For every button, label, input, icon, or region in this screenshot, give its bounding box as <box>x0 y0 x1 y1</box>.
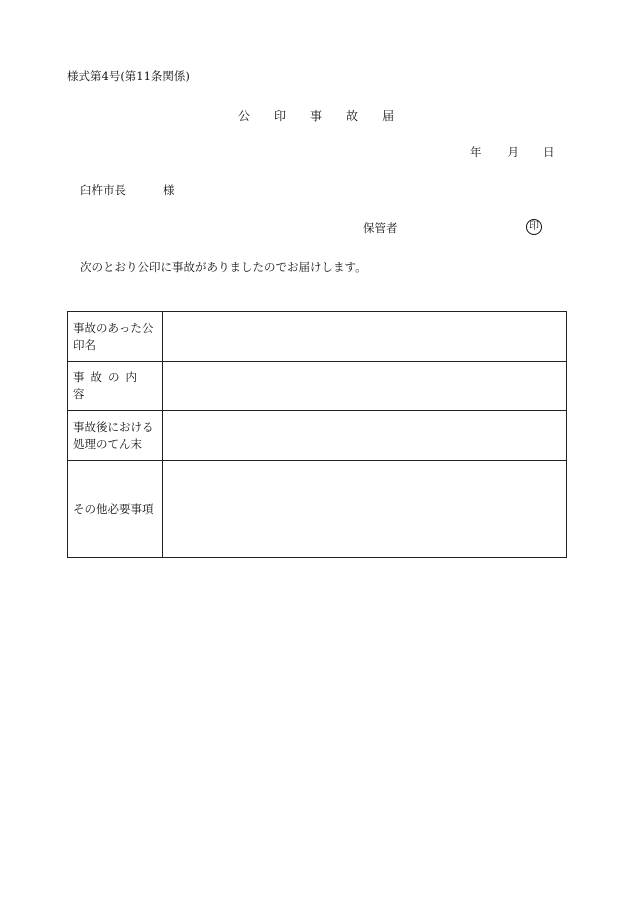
report-table <box>67 311 567 558</box>
title-char: 事 <box>310 109 323 123</box>
date-day-label: 日 <box>543 145 555 159</box>
row-value-field[interactable] <box>163 461 567 558</box>
table-row <box>68 362 567 411</box>
table-row <box>68 312 567 362</box>
custodian-label: 保管者 <box>363 221 398 235</box>
date-month-label: 月 <box>507 145 519 159</box>
table-row <box>68 411 567 461</box>
row-value-field[interactable] <box>163 411 567 461</box>
row-label: その他必要事項 <box>68 461 163 558</box>
addressee <box>80 182 175 198</box>
title-char: 公 <box>238 109 251 123</box>
addressee-honorific: 様 <box>163 183 175 197</box>
table-row <box>68 461 567 558</box>
row-label: 事故後における処理のてん末 <box>68 411 163 461</box>
title-char: 届 <box>382 109 395 123</box>
row-value-field[interactable] <box>163 312 567 362</box>
seal-mark: 印 <box>526 219 542 235</box>
form-number: 様式第4号(第11条関係) <box>67 69 190 83</box>
title-char: 印 <box>274 109 287 123</box>
addressee-name: 臼杵市長 <box>80 183 126 197</box>
row-value-field[interactable] <box>163 362 567 411</box>
row-label: 事故のあった公印名 <box>68 312 163 362</box>
title-char: 故 <box>346 109 359 123</box>
row-label: 事故の内容 <box>68 362 163 411</box>
date-year-label: 年 <box>470 145 482 159</box>
statement-text: 次のとおり公印に事故がありましたのでお届けします。 <box>80 260 367 274</box>
page-title <box>238 107 394 124</box>
date-line <box>470 144 555 160</box>
